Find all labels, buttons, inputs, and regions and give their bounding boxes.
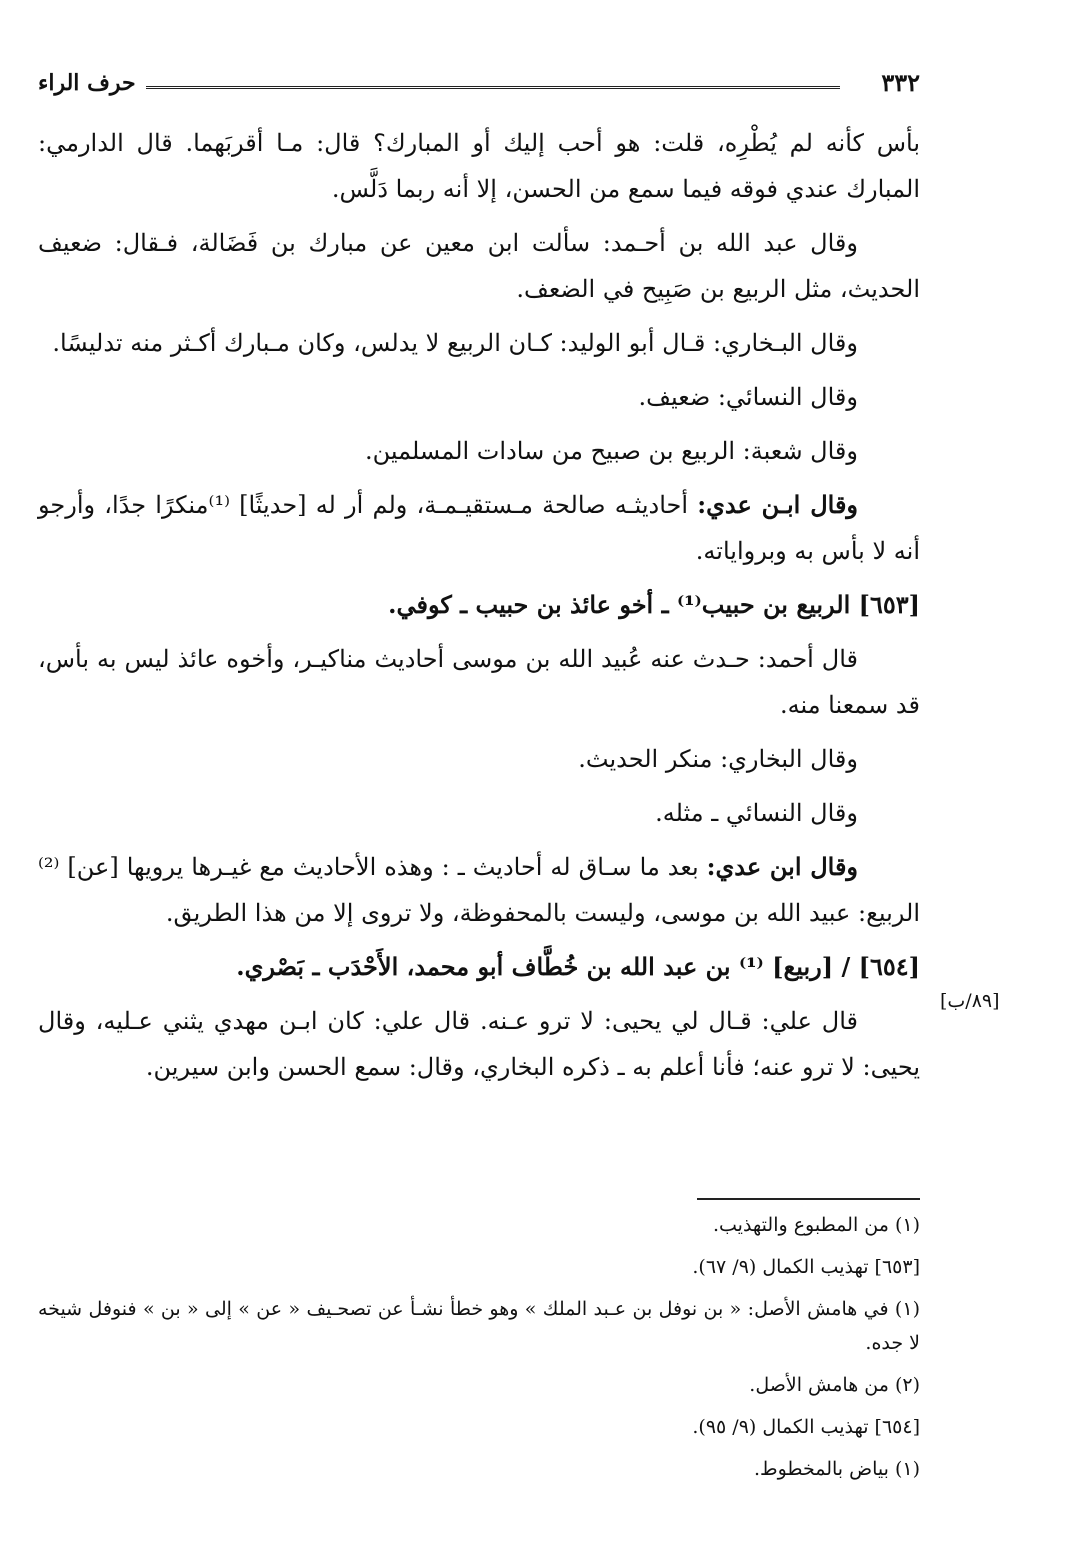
- entry-heading-653: [٦٥٣] الربيع بن حبيب⁽¹⁾ ـ أخو عائذ بن حبيب ـ كوفي.: [388, 590, 920, 619]
- paragraph-ali: قال علي: قـال لي يحيى: لا ترو عـنه. قال علي: كان ابـن مهدي يثني عـليه، وقال يحيى: لا ترو عنه؛ فأنا أعلم به ـ ذكره البخاري، وقال: سمع الحسن وابن سيرين.: [38, 1007, 920, 1081]
- body-text: [38, 120, 920, 1098]
- paragraph-ibn-adi: وقال ابـن عدي: أحاديثـه صالحة مـستقيـمـة، ولم أر له [حديثًا] ⁽¹⁾منكرًا جدًا، وأرجو أنه لا بأس به وبرواياته.: [38, 490, 920, 565]
- paragraph-abdullah: وقال عبد الله بن أحـمد: سألت ابن معين عن مبارك بن فَضَالة، فـقال: ضعيف الحديث، مثل الربيع بن صَبِيح في الضعف.: [38, 229, 920, 303]
- page-header: [38, 66, 920, 102]
- paragraph-ahmad: قال أحمد: حـدث عنه عُبيد الله بن موسى أحاديث مناكيـر، وأخوه عائذ ليس به بأس، قد سمعنا منه.: [38, 645, 920, 719]
- page-number: ٣٣٢: [881, 68, 920, 97]
- paragraph-nasai: وقال النسائي: ضعيف.: [638, 383, 858, 411]
- paragraph-lead: وقال ابن عدي:: [706, 852, 859, 881]
- footnote-divider: [697, 1198, 920, 1200]
- footnote: [٦٥٤] تهذيب الكمال (٩/ ٩٥).: [692, 1416, 920, 1438]
- running-title: حرف الراء: [38, 70, 136, 96]
- paragraph-bukhari: وقال البـخاري: قـال أبو الوليد: كـان الربيع لا يدلس، وكان مـبارك أكـثر منه تدليسًا.: [52, 329, 858, 357]
- paragraph-nasai-2: وقال النسائي ـ مثله.: [655, 799, 858, 827]
- footnotes: [38, 1208, 920, 1494]
- paragraph-lead: وقال ابـن عدي:: [697, 490, 859, 519]
- paragraph-bukhari-2: وقال البخاري: منكر الحديث.: [578, 745, 858, 773]
- footnote: (١) بياض بالمخطوط.: [753, 1458, 920, 1480]
- footnote: (١) من المطبوع والتهذيب.: [712, 1214, 920, 1236]
- footnote: [٦٥٣] تهذيب الكمال (٩/ ٦٧).: [692, 1256, 920, 1278]
- header-rule: [146, 86, 840, 89]
- footnote: (٢) من هامش الأصل.: [749, 1374, 920, 1396]
- entry-heading-654: [٦٥٤] / [ربيع] ⁽¹⁾ بن عبد الله بن خُطَّاف أبو محمد، الأَحْدَب ـ بَصْري.: [236, 952, 920, 981]
- paragraph-continuation: بأس كأنه لم يُطْرِه، قلت: هو أحب إليك أو المبارك؟ قال: مـا أقربَهما. قال الدارمي: المبارك عندي فوقه فيما سمع من الحسن، إلا أنه ربما دَلَّس.: [38, 129, 920, 203]
- paragraph-shuba: وقال شعبة: الربيع بن صبيح من سادات المسلمين.: [364, 437, 858, 465]
- footnote: (١) في هامش الأصل: « بن نوفل بن عـبد الملك » وهو خطأ نشـأ عن تصحـيف « عن » إلى « بن » فنوفل شيخه لا جده.: [38, 1298, 920, 1354]
- paragraph-ibn-adi-2: وقال ابن عدي: بعد ما سـاق له أحاديث ـ : وهذه الأحاديث مع غيـرها يرويها [عن] ⁽²⁾ الربيع: عبيد الله بن موسى، وليست بالمحفوظة، ولا تروى إلا من هذا الطريق.: [38, 852, 920, 927]
- margin-folio-note: [٨٩/ب]: [940, 990, 1000, 1012]
